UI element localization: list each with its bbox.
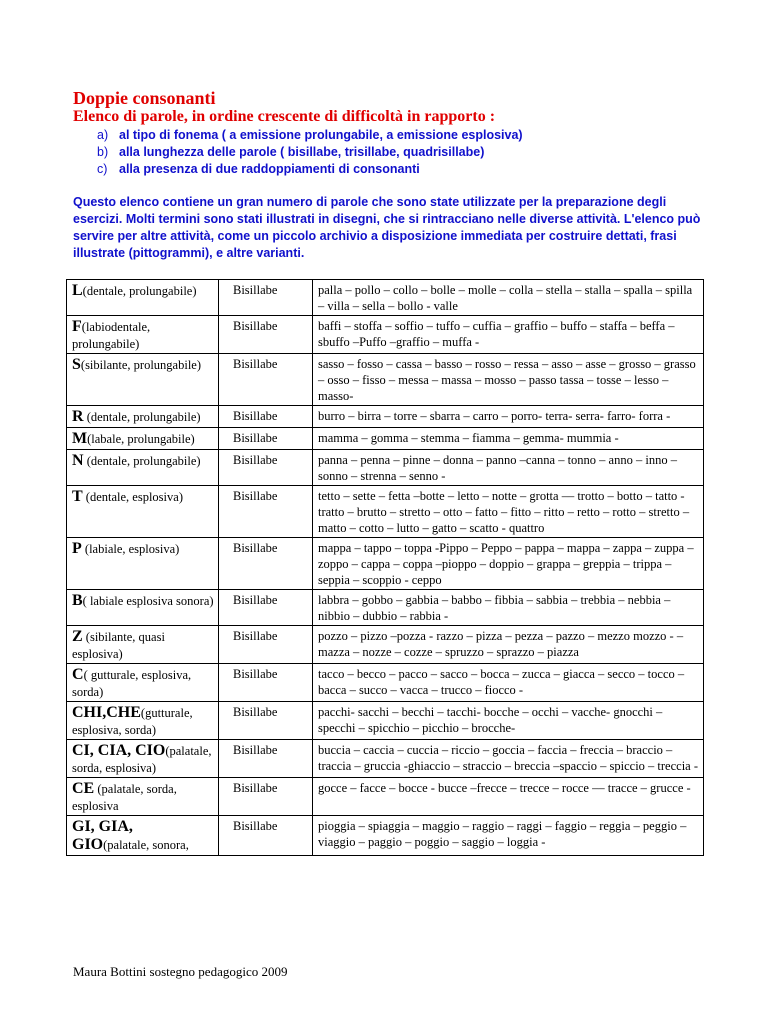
syllable-type-cell: Bisillabe xyxy=(219,626,313,664)
syllable-type-cell: Bisillabe xyxy=(219,428,313,450)
syllable-type-cell: Bisillabe xyxy=(219,486,313,538)
sound-cell xyxy=(67,406,219,428)
table-row xyxy=(67,280,704,316)
sound-cell xyxy=(67,740,219,778)
sound-cell xyxy=(67,450,219,486)
syllable-type-cell: Bisillabe xyxy=(219,450,313,486)
criteria-label: a) xyxy=(97,128,109,142)
list-item xyxy=(97,144,523,161)
word-list-cell: panna – penna – pinne – donna – panno –canna – tonno – anno – inno – sonno – strenna – senno - xyxy=(313,450,704,486)
table-row xyxy=(67,816,704,856)
syllable-type-cell: Bisillabe xyxy=(219,316,313,354)
sound-letter: P xyxy=(72,540,82,557)
sound-cell xyxy=(67,816,219,856)
list-item xyxy=(97,127,523,144)
sound-letter: B xyxy=(72,592,83,609)
word-list-cell: palla – pollo – collo – bolle – molle – colla – stella – stalla – spalla – spilla – villa – sella – bollo - valle xyxy=(313,280,704,316)
syllable-type-cell: Bisillabe xyxy=(219,280,313,316)
table-row xyxy=(67,740,704,778)
intro-paragraph: Questo elenco contiene un gran numero di parole che sono state utilizzate per la preparazione degli esercizi. Molti termini sono stati illustrati in disegni, che si rintracciano nelle diverse attività. L'elenco può servire per altre attività, come un piccolo archivio a disposizione immediata per costruire dettati, frasi illustrate (pittogrammi), e altre varianti. xyxy=(73,195,701,260)
criteria-text: alla presenza di due raddoppiamenti di consonanti xyxy=(119,162,420,176)
word-list-cell: baffi – stoffa – soffio – tuffo – cuffia – graffio – buffo – staffa – beffa – sbuffo –Puffo –graffio – muffa - xyxy=(313,316,704,354)
sound-description: (dentale, esplosiva) xyxy=(82,490,183,504)
sound-description: (labiodentale, prolungabile) xyxy=(72,320,151,351)
word-list-cell: pozzo – pizzo –pozza - razzo – pizza – pezza – pazzo – mezzo mozzo - – mazza – nozze – cozze – spruzzo – sprazzo – piazza xyxy=(313,626,704,664)
sound-letter: N xyxy=(72,452,84,469)
sound-description: (dentale, prolungabile) xyxy=(83,410,201,424)
sound-cell xyxy=(67,280,219,316)
sound-description: ( labiale esplosiva sonora) xyxy=(82,594,214,608)
syllable-type-cell: Bisillabe xyxy=(219,538,313,590)
sound-letter: S xyxy=(72,356,81,373)
table-row xyxy=(67,590,704,626)
sound-letter: M xyxy=(72,430,88,447)
criteria-list xyxy=(97,127,523,178)
table-row xyxy=(67,450,704,486)
sound-cell xyxy=(67,778,219,816)
sound-description: (palatale, sonora, xyxy=(103,838,189,852)
table-row xyxy=(67,428,704,450)
word-list-cell: tacco – becco – pacco – sacco – bocca – zucca – giacca – secco – tocco – bacca – succo – vacca – trucco – fiocco - xyxy=(313,664,704,702)
table-row xyxy=(67,486,704,538)
sound-description: (palatale, sorda, esplosiva xyxy=(72,782,177,813)
word-list-cell: sasso – fosso – cassa – basso – rosso – ressa – asso – asse – grosso – grasso – osso – fisso – messa – massa – mosso – passo tassa – tosse – lesso – masso- xyxy=(313,354,704,406)
word-list-cell: pacchi- sacchi – becchi – tacchi- bocche – occhi – vacche- gnocchi – specchi – spicchio – picchio – brocche- xyxy=(313,702,704,740)
criteria-label: c) xyxy=(97,162,108,176)
sound-letter: L xyxy=(72,282,83,299)
page-title: Doppie consonanti xyxy=(73,88,216,108)
syllable-type-cell: Bisillabe xyxy=(219,664,313,702)
sound-cell xyxy=(67,316,219,354)
criteria-text: al tipo di fonema ( a emissione prolungabile, a emissione esplosiva) xyxy=(119,128,523,142)
word-list-cell: buccia – caccia – cuccia – riccio – goccia – faccia – freccia – braccio – traccia – gruccia -ghiaccio – straccio – breccia –spaccio – spiccio – treccia - xyxy=(313,740,704,778)
syllable-type-cell: Bisillabe xyxy=(219,778,313,816)
syllable-type-cell: Bisillabe xyxy=(219,740,313,778)
sound-description: (sibilante, prolungabile) xyxy=(80,358,202,372)
sound-description: (labiale, esplosiva) xyxy=(81,542,180,556)
sound-cell xyxy=(67,428,219,450)
sound-letter: R xyxy=(72,408,84,425)
sound-description: (gutturale, esplosiva, sorda) xyxy=(72,706,193,737)
sound-letter: Z xyxy=(72,628,83,645)
sound-cell xyxy=(67,590,219,626)
sound-description: (dentale, prolungabile) xyxy=(82,284,197,298)
sound-letter: GI, GIA, GIO xyxy=(72,818,133,853)
sound-letter: CE xyxy=(72,780,95,797)
syllable-type-cell: Bisillabe xyxy=(219,354,313,406)
sound-cell xyxy=(67,354,219,406)
word-list-cell: labbra – gobbo – gabbia – babbo – fibbia – sabbia – trebbia – nebbia – nibbio – dubbio – rabbia - xyxy=(313,590,704,626)
table-row xyxy=(67,354,704,406)
word-list-cell: pioggia – spiaggia – maggio – raggio – raggi – faggio – reggia – peggio – viaggio – paggio – poggio – saggio – loggia - xyxy=(313,816,704,856)
syllable-type-cell: Bisillabe xyxy=(219,816,313,856)
table-row xyxy=(67,778,704,816)
footer-credit: Maura Bottini sostegno pedagogico 2009 xyxy=(73,964,288,979)
word-list-cell: burro – birra – torre – sbarra – carro – porro- terra- serra- farro- forra - xyxy=(313,406,704,428)
table-row xyxy=(67,702,704,740)
sound-description: (palatale, sorda, esplosiva) xyxy=(72,744,212,775)
sound-letter: F xyxy=(72,318,82,335)
criteria-label: b) xyxy=(97,145,109,159)
criteria-text: alla lunghezza delle parole ( bisillabe, trisillabe, quadrisillabe) xyxy=(119,145,485,159)
sound-cell xyxy=(67,538,219,590)
sound-description: (sibilante, quasi esplosiva) xyxy=(72,630,165,661)
sound-cell xyxy=(67,702,219,740)
syllable-type-cell: Bisillabe xyxy=(219,406,313,428)
table-row xyxy=(67,538,704,590)
page-subtitle: Elenco di parole, in ordine crescente di difficoltà in rapporto : xyxy=(73,108,496,125)
sound-letter: T xyxy=(72,488,83,505)
sound-cell xyxy=(67,626,219,664)
sound-description: ( gutturale, esplosiva, sorda) xyxy=(72,668,192,699)
word-table xyxy=(66,279,704,856)
word-list-cell: mappa – tappo – toppa -Pippo – Peppo – pappa – mappa – zappa – zuppa – zoppo – cappa – coppa –pioppo – doppio – grappa – greppia – trippa – seppia – scoppio - ceppo xyxy=(313,538,704,590)
list-item xyxy=(97,161,523,178)
syllable-type-cell: Bisillabe xyxy=(219,590,313,626)
word-list-cell: tetto – sette – fetta –botte – letto – notte – grotta –– trotto – botto – tatto - tratto – brutto – stretto – otto – fatto – fitto – ritto – retto – rotto – stretto – matto – cotto – lutto – gatto – scatto - quattro xyxy=(313,486,704,538)
word-table-body xyxy=(67,280,704,856)
sound-cell xyxy=(67,486,219,538)
sound-letter: CI, CIA, CIO xyxy=(72,742,166,759)
table-row xyxy=(67,626,704,664)
sound-description: (dentale, prolungabile) xyxy=(83,454,201,468)
sound-letter: C xyxy=(72,666,84,683)
word-list-cell: mamma – gomma – stemma – fiamma – gemma- mummia - xyxy=(313,428,704,450)
sound-cell xyxy=(67,664,219,702)
syllable-type-cell: Bisillabe xyxy=(219,702,313,740)
table-row xyxy=(67,406,704,428)
table-row xyxy=(67,664,704,702)
sound-description: (labale, prolungabile) xyxy=(87,432,195,446)
table-row xyxy=(67,316,704,354)
sound-letter: CHI,CHE xyxy=(72,704,141,721)
word-list-cell: gocce – facce – bocce - bucce –frecce – trecce – rocce –– tracce – grucce - xyxy=(313,778,704,816)
